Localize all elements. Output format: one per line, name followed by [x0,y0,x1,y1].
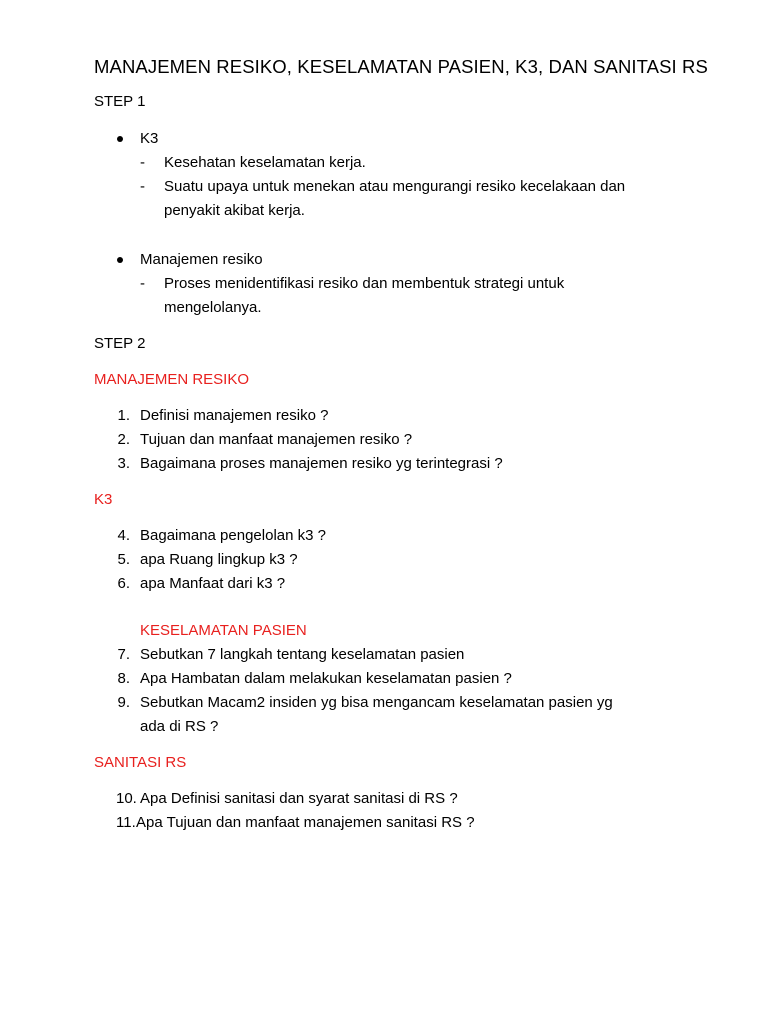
question-number: 9. [117,694,130,711]
step1-heading: STEP 1 [94,93,146,110]
question-text: Definisi manajemen resiko ? [140,407,329,424]
question-number: 2. [117,431,130,448]
question-text: Apa Definisi sanitasi dan syarat sanitasi di RS ? [140,790,458,807]
step2-heading: STEP 2 [94,335,146,352]
document-title: MANAJEMEN RESIKO, KESELAMATAN PASIEN, K3, DAN SANITASI RS [94,56,708,77]
bullet-label-k3: K3 [140,130,159,147]
section-heading-keselamatan-pasien: KESELAMATAN PASIEN [140,622,307,639]
question-text: Sebutkan Macam2 insiden yg bisa mengancam keselamatan pasien yg [140,694,613,711]
question-number: 10. [116,790,137,807]
bullet-label-manajemen-resiko: Manajemen resiko [140,251,263,268]
question-text: apa Ruang lingkup k3 ? [140,551,298,568]
question-text: Apa Hambatan dalam melakukan keselamatan pasien ? [140,670,512,687]
question-number: 4. [117,527,130,544]
k3-item: Kesehatan keselamatan kerja. [164,154,366,171]
question-number: 8. [117,670,130,687]
manajemen-resiko-item: Proses menidentifikasi resiko dan membentuk strategi untuk [164,275,565,292]
manajemen-resiko-item-continuation: mengelolanya. [164,299,262,316]
bullet-dot [117,257,123,263]
section-heading-sanitasi-rs: SANITASI RS [94,754,187,771]
section-heading-k3: K3 [94,491,113,508]
question-text: Tujuan dan manfaat manajemen resiko ? [140,431,413,448]
question-number: 11. [116,814,136,831]
question-number: 7. [117,646,130,663]
question-text-continuation: ada di RS ? [140,718,219,735]
question-text: Apa Tujuan dan manfaat manajemen sanitasi RS ? [136,814,475,831]
question-number: 1. [117,407,130,424]
question-number: 3. [117,455,130,472]
section-heading-manajemen-resiko: MANAJEMEN RESIKO [94,371,250,388]
question-text: Bagaimana proses manajemen resiko yg terintegrasi ? [140,455,503,472]
dash-marker: - [140,154,145,171]
dash-marker: - [140,178,145,195]
question-number: 6. [117,575,130,592]
question-number: 5. [117,551,130,568]
bullet-dot [117,136,123,142]
question-text: apa Manfaat dari k3 ? [140,575,286,592]
question-text: Sebutkan 7 langkah tentang keselamatan pasien [140,646,465,663]
k3-item-continuation: penyakit akibat kerja. [164,202,305,219]
dash-marker: - [140,275,145,292]
k3-item: Suatu upaya untuk menekan atau mengurangi resiko kecelakaan dan [164,178,626,195]
question-text: Bagaimana pengelolan k3 ? [140,527,326,544]
